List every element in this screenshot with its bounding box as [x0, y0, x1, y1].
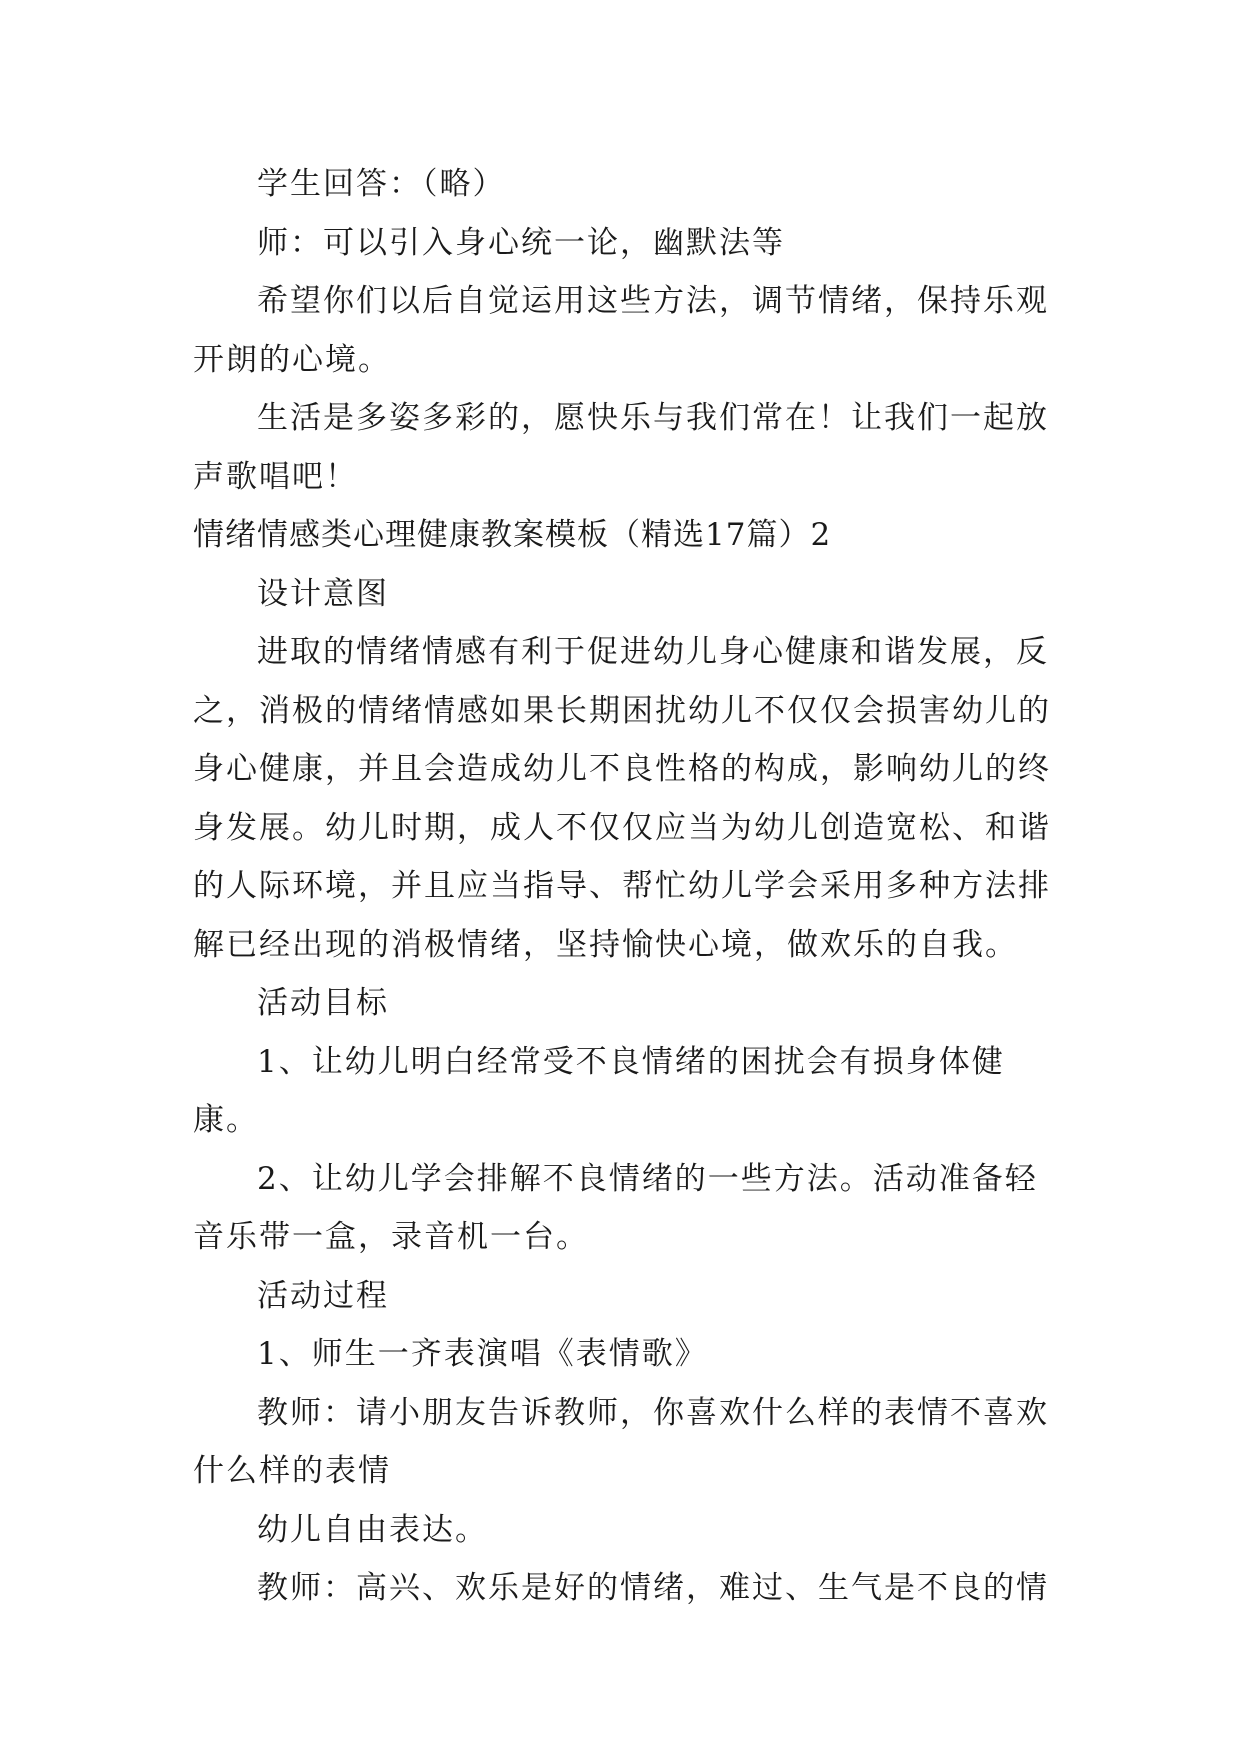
paragraph-children-express: 幼儿自由表达。 — [257, 1511, 488, 1548]
paragraph-design-intent: 进取的情绪情感有利于促进幼儿身心健康和谐发展，反之，消极的情绪情感如果长期困扰幼儿不仅仅会损害幼儿的身心健康，并且会造成幼儿不良性格的构成，影响幼儿的终身发展。幼儿时期，成人不仅仅应当为幼儿创造宽松、和谐的人际环境，并且应当指导、帮忙幼儿学会采用多种方法排解已经出现的消极情绪，坚持愉快心境，做欢乐的自我。 — [193, 634, 1051, 963]
paragraph-teacher-question: 教师：请小朋友告诉教师，你喜欢什么样的表情不喜欢什么样的表情 — [193, 1394, 1049, 1489]
document-body — [193, 155, 1053, 1618]
paragraph-goal-2: 2、让幼儿学会排解不良情绪的一些方法。活动准备轻音乐带一盒，录音机一台。 — [193, 1160, 1038, 1255]
subheading-design-intent: 设计意图 — [257, 575, 389, 612]
paragraph-goal-1: 1、让幼儿明白经常受不良情绪的困扰会有损身体健康。 — [193, 1043, 1005, 1138]
paragraph-teacher-emotions: 教师：高兴、欢乐是好的情绪，难过、生气是不良的情 — [257, 1570, 1049, 1606]
paragraph-process-1: 1、师生一齐表演唱《表情歌》 — [257, 1336, 708, 1372]
section-title: 情绪情感类心理健康教案模板（精选17篇）2 — [193, 517, 832, 553]
paragraph-life: 生活是多姿多彩的，愿快乐与我们常在！让我们一起放声歌唱吧！ — [193, 400, 1049, 495]
paragraph-student-answer: 学生回答：（略） — [257, 166, 506, 202]
subheading-activity-process: 活动过程 — [257, 1277, 389, 1314]
subheading-activity-goals: 活动目标 — [257, 985, 389, 1021]
paragraph-teacher-method: 师：可以引入身心统一论，幽默法等 — [257, 224, 785, 261]
paragraph-hope: 希望你们以后自觉运用这些方法，调节情绪，保持乐观开朗的心境。 — [193, 283, 1049, 378]
